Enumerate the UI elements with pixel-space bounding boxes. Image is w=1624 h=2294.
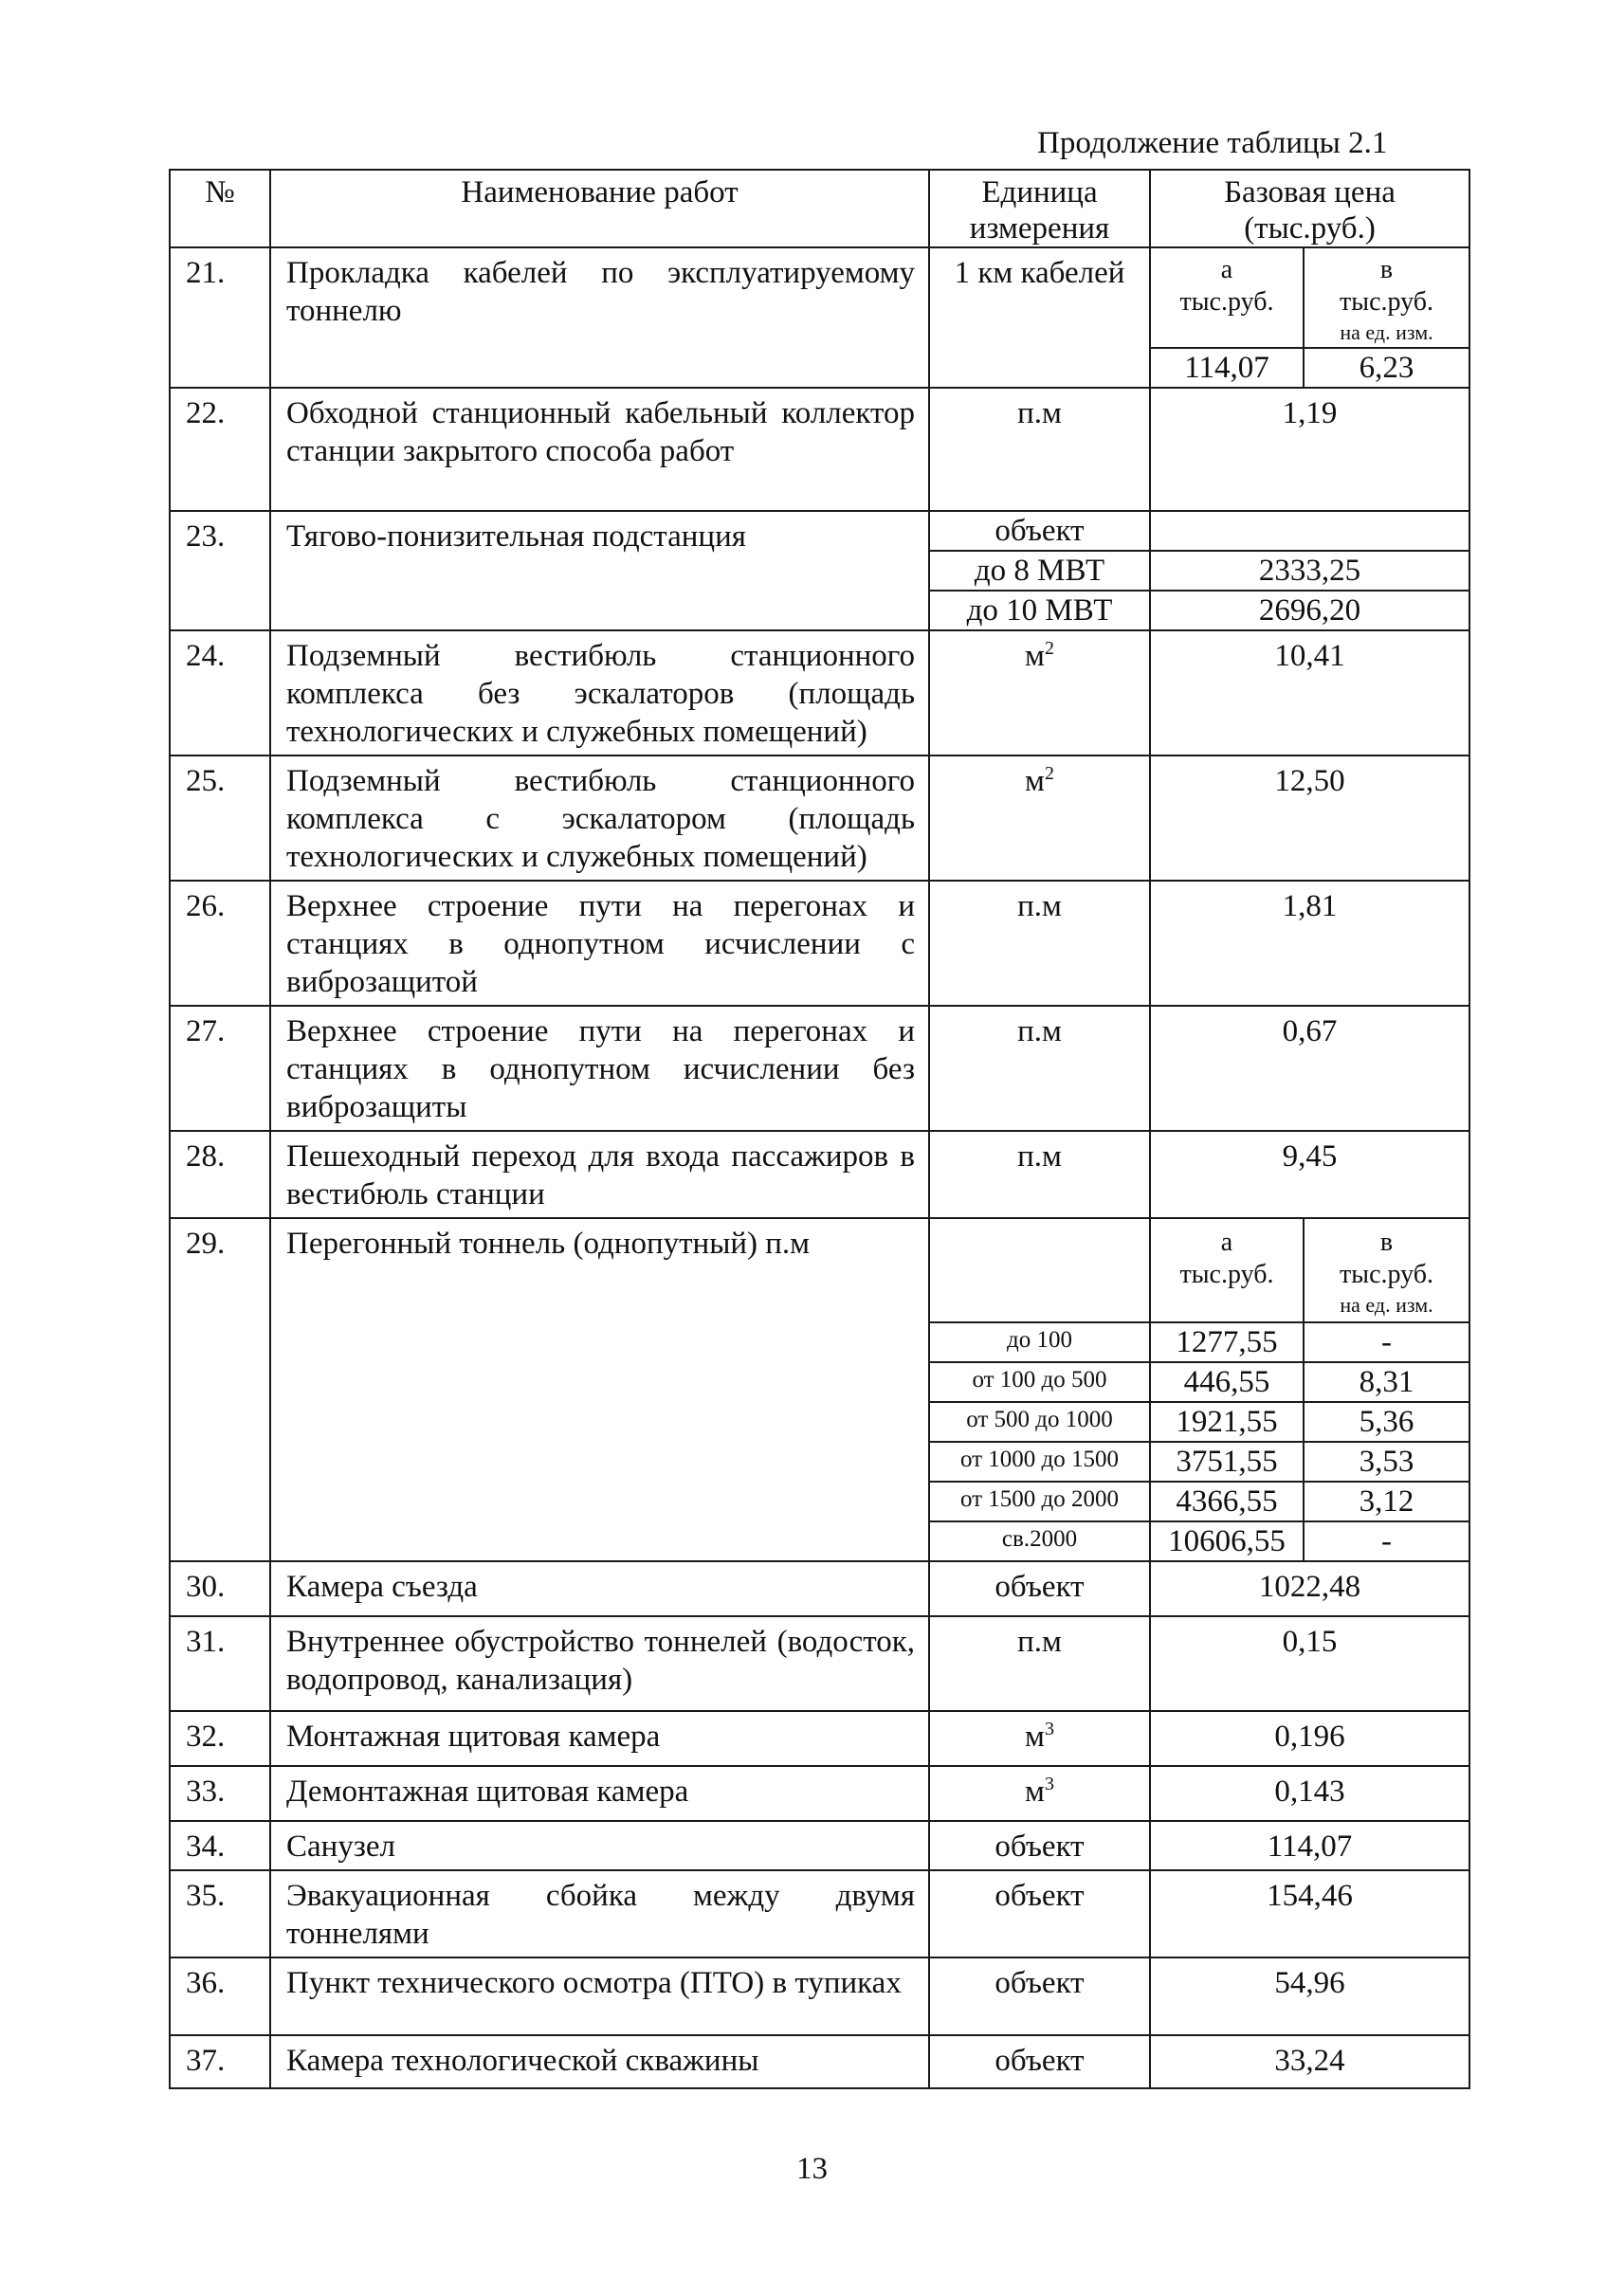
price-b-unit2: на ед. изм. [1340, 320, 1433, 344]
unit-text: м [1025, 639, 1045, 673]
price-a-unit: тыс.руб. [1179, 287, 1274, 317]
subrow-label: до 10 МВТ [929, 591, 1150, 630]
table-row [170, 511, 1469, 551]
row-price: 10,41 [1150, 630, 1469, 756]
row-name: Камера технологической скважины [270, 2035, 929, 2088]
table-row [170, 1957, 1469, 2035]
row-price: 1,19 [1150, 388, 1469, 511]
table-row [170, 881, 1469, 1006]
row-price: 1022,48 [1150, 1561, 1469, 1616]
row-unit: 1 км кабелей [929, 247, 1150, 388]
table-row [170, 1821, 1469, 1870]
table-row [170, 1218, 1469, 1322]
row-unit: п.м [929, 1131, 1150, 1218]
row-price: 114,07 [1150, 1821, 1469, 1870]
price-b-header [1304, 1218, 1469, 1322]
row-name: Тягово-понизительная подстанция [270, 511, 929, 630]
table-header-row [170, 170, 1469, 247]
row-unit [929, 1766, 1150, 1821]
price-a-header [1150, 247, 1304, 348]
row-number: 33. [170, 1766, 270, 1821]
price-a-header [1150, 1218, 1304, 1322]
row-price: 0,67 [1150, 1006, 1469, 1131]
subrow-label: до 8 МВТ [929, 551, 1150, 591]
row-price: 154,46 [1150, 1870, 1469, 1957]
price-a-unit: тыс.руб. [1179, 1260, 1274, 1289]
table-row [170, 2035, 1469, 2088]
table-row [170, 1616, 1469, 1711]
row-number: 34. [170, 1821, 270, 1870]
price-b-unit: тыс.руб. [1340, 1260, 1433, 1289]
header-unit: Единица измерения [929, 170, 1150, 247]
row-unit [929, 630, 1150, 756]
subrow-price: 2696,20 [1150, 591, 1469, 630]
table-row [170, 1006, 1469, 1131]
row-price: 9,45 [1150, 1131, 1469, 1218]
row-unit: п.м [929, 388, 1150, 511]
row-name: Верхнее строение пути на перегонах и станциях в однопутном исчислении с виброзащитой [270, 881, 929, 1006]
unit-exponent: 3 [1044, 1774, 1054, 1794]
header-price: Базовая цена (тыс.руб.) [1150, 170, 1469, 247]
subrow-price-b: 5,36 [1304, 1402, 1469, 1442]
row-unit: п.м [929, 881, 1150, 1006]
row-name: Монтажная щитовая камера [270, 1711, 929, 1766]
row-number: 35. [170, 1870, 270, 1957]
row-number: 36. [170, 1957, 270, 2035]
price-b-unit2: на ед. изм. [1340, 1293, 1433, 1317]
unit-text: м [1025, 1775, 1045, 1809]
row-price: 12,50 [1150, 756, 1469, 881]
subrow-price-a: 1921,55 [1150, 1402, 1304, 1442]
row-number: 37. [170, 2035, 270, 2088]
price-a-label: а [1220, 1228, 1233, 1257]
row-price: 0,15 [1150, 1616, 1469, 1711]
header-name: Наименование работ [270, 170, 929, 247]
table-row [170, 1561, 1469, 1616]
row-price: 33,24 [1150, 2035, 1469, 2088]
subrow-label: от 100 до 500 [929, 1362, 1150, 1402]
row-name: Перегонный тоннель (однопутный) п.м [270, 1218, 929, 1561]
row-name: Подземный вестибюль станционного комплекса с эскалатором (площадь технологических и служебных помещений) [270, 756, 929, 881]
table-row [170, 1131, 1469, 1218]
subrow-label: от 1500 до 2000 [929, 1482, 1150, 1521]
row-number: 31. [170, 1616, 270, 1711]
price-a-label: а [1220, 255, 1233, 284]
price-b-header [1304, 247, 1469, 348]
subrow-price-b: 8,31 [1304, 1362, 1469, 1402]
table-row [170, 756, 1469, 881]
subrow-price-b: - [1304, 1322, 1469, 1362]
row-name: Прокладка кабелей по эксплуатируемому тоннелю [270, 247, 929, 388]
row-name: Верхнее строение пути на перегонах и станциях в однопутном исчислении без виброзащиты [270, 1006, 929, 1131]
row-number: 26. [170, 881, 270, 1006]
price-b-label: в [1379, 1228, 1394, 1257]
row-number: 22. [170, 388, 270, 511]
row-unit: объект [929, 1957, 1150, 2035]
unit-exponent: 2 [1044, 638, 1054, 659]
table-row [170, 388, 1469, 511]
subrow-price-b: 3,53 [1304, 1442, 1469, 1482]
row-name: Эвакуационная сбойка между двумя тоннелями [270, 1870, 929, 1957]
row-number: 23. [170, 511, 270, 630]
row-name: Санузел [270, 1821, 929, 1870]
header-num: № [170, 170, 270, 247]
price-b-unit: тыс.руб. [1340, 287, 1433, 317]
subrow-price-b: 3,12 [1304, 1482, 1469, 1521]
row-unit: объект [929, 1821, 1150, 1870]
unit-exponent: 3 [1044, 1719, 1054, 1739]
row-price-empty [1150, 511, 1469, 551]
row-price: 0,196 [1150, 1711, 1469, 1766]
table-row [170, 630, 1469, 756]
row-unit [929, 1711, 1150, 1766]
row-price: 1,81 [1150, 881, 1469, 1006]
subrow-price-b: - [1304, 1521, 1469, 1561]
row-number: 28. [170, 1131, 270, 1218]
row-number: 29. [170, 1218, 270, 1561]
row-number: 25. [170, 756, 270, 881]
row-name: Внутреннее обустройство тоннелей (водосток, водопровод, канализация) [270, 1616, 929, 1711]
row-name: Подземный вестибюль станционного комплекса без эскалаторов (площадь технологических и служебных помещений) [270, 630, 929, 756]
row-name: Камера съезда [270, 1561, 929, 1616]
table-row [170, 1711, 1469, 1766]
subrow-label: от 1000 до 1500 [929, 1442, 1150, 1482]
row-unit: объект [929, 1561, 1150, 1616]
row-name: Демонтажная щитовая камера [270, 1766, 929, 1821]
subrow-price-a: 3751,55 [1150, 1442, 1304, 1482]
row-unit: п.м [929, 1616, 1150, 1711]
row-unit: объект [929, 2035, 1150, 2088]
row-price: 54,96 [1150, 1957, 1469, 2035]
table-row [170, 247, 1469, 348]
table-row [170, 1766, 1469, 1821]
row-unit: п.м [929, 1006, 1150, 1131]
subrow-price-a: 4366,55 [1150, 1482, 1304, 1521]
row-number: 30. [170, 1561, 270, 1616]
table-caption: Продолжение таблицы 2.1 [1037, 126, 1388, 160]
price-b-value: 6,23 [1304, 348, 1469, 388]
subrow-price-a: 1277,55 [1150, 1322, 1304, 1362]
subrow-label: до 100 [929, 1322, 1150, 1362]
row-number: 24. [170, 630, 270, 756]
price-a-value: 114,07 [1150, 348, 1304, 388]
price-b-label: в [1379, 255, 1394, 284]
page-number: 13 [796, 2152, 828, 2186]
row-unit-empty [929, 1218, 1150, 1322]
row-name: Обходной станционный кабельный коллектор станции закрытого способа работ [270, 388, 929, 511]
row-unit [929, 756, 1150, 881]
table-row [170, 1870, 1469, 1957]
row-name: Пункт технического осмотра (ПТО) в тупиках [270, 1957, 929, 2035]
row-price: 0,143 [1150, 1766, 1469, 1821]
works-price-table [169, 169, 1470, 2089]
row-unit: объект [929, 511, 1150, 551]
subrow-price-a: 10606,55 [1150, 1521, 1304, 1561]
subrow-price: 2333,25 [1150, 551, 1469, 591]
row-unit: объект [929, 1870, 1150, 1957]
row-number: 27. [170, 1006, 270, 1131]
unit-text: м [1025, 1720, 1045, 1754]
subrow-label: от 500 до 1000 [929, 1402, 1150, 1442]
subrow-label: св.2000 [929, 1521, 1150, 1561]
unit-text: м [1025, 764, 1045, 798]
unit-exponent: 2 [1044, 763, 1054, 784]
subrow-price-a: 446,55 [1150, 1362, 1304, 1402]
row-number: 32. [170, 1711, 270, 1766]
row-name: Пешеходный переход для входа пассажиров в вестибюль станции [270, 1131, 929, 1218]
row-number: 21. [170, 247, 270, 388]
